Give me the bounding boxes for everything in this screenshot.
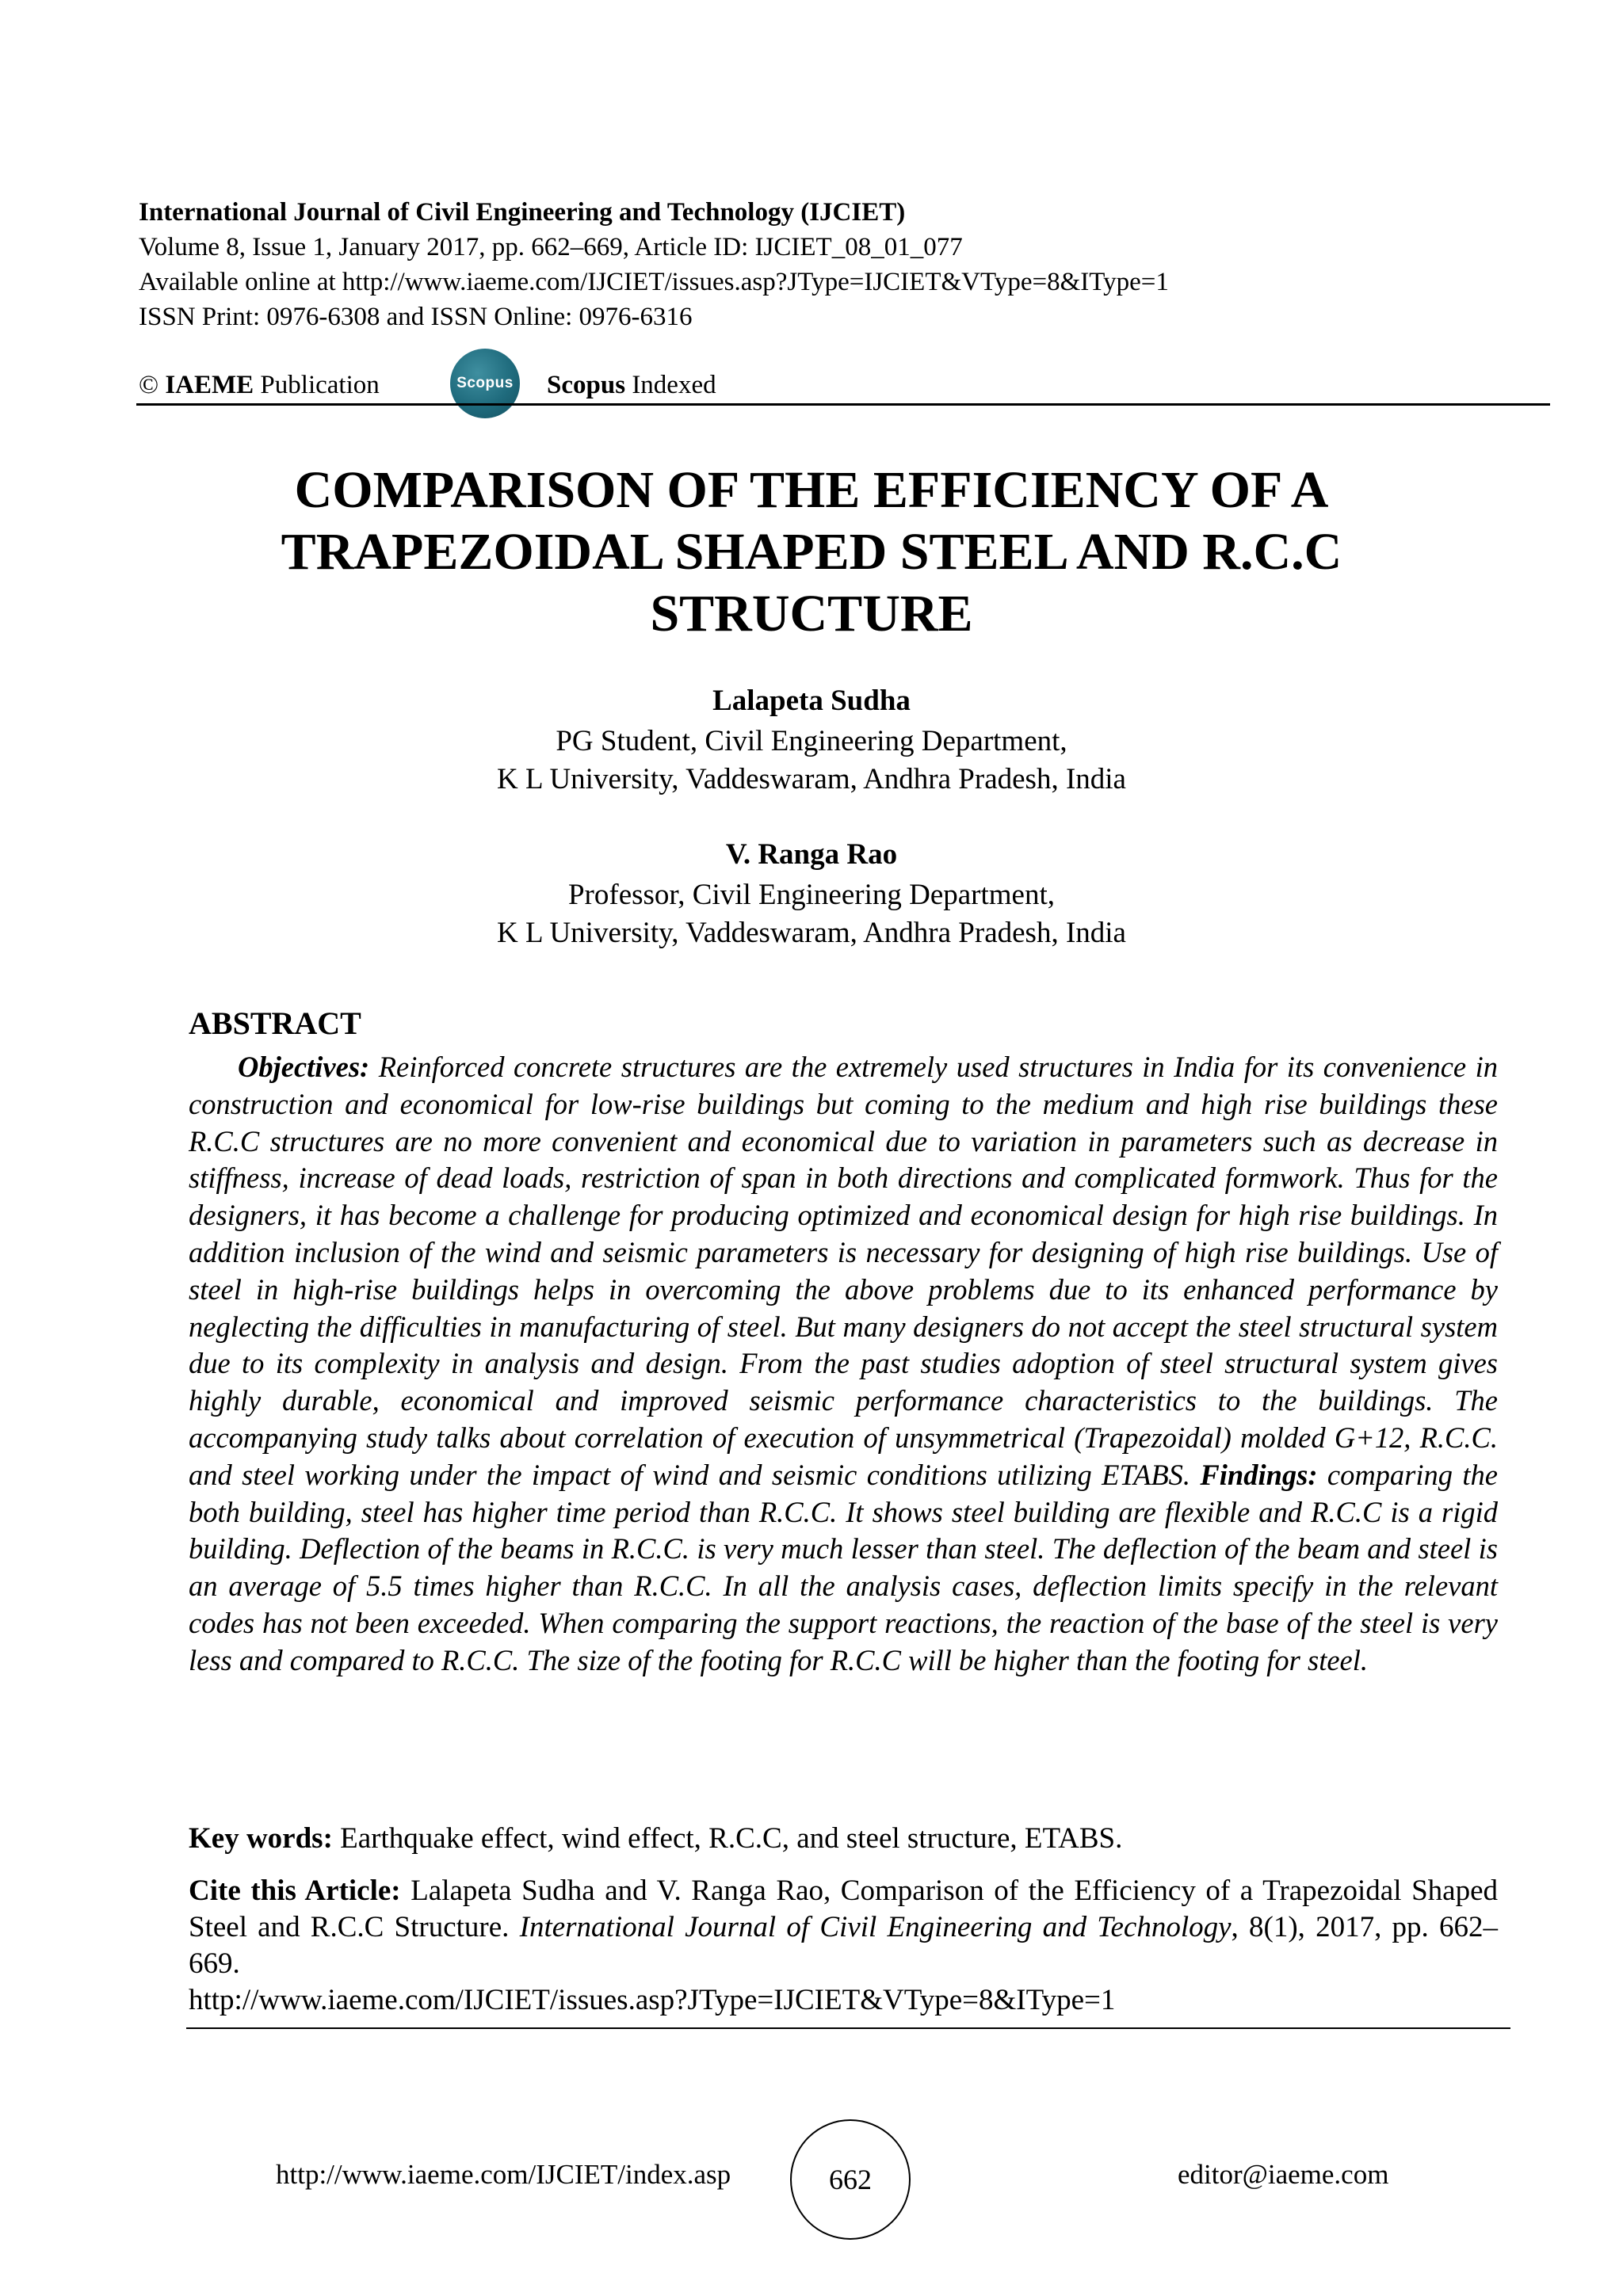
cite-url-link[interactable]: http://www.iaeme.com/IJCIET/issues.asp?JType=IJCIET&VType=8&IType=1 [189, 1984, 1116, 2016]
author-affiliation: K L University, Vaddeswaram, Andhra Pradesh, India [497, 763, 1126, 795]
publisher-label [139, 371, 380, 400]
citation-divider [186, 2027, 1510, 2029]
indexed-label [547, 371, 716, 400]
page-number: 662 [790, 2119, 911, 2240]
copyright-symbol: © [139, 371, 159, 399]
findings-label: Findings: [1200, 1458, 1318, 1491]
issn-info: ISSN Print: 0976-6308 and ISSN Online: 0976-6316 [139, 303, 693, 331]
objectives-label: Objectives: [238, 1051, 370, 1083]
citation [189, 1873, 1498, 1982]
title-line: TRAPEZOIDAL SHAPED STEEL AND R.C.C [281, 523, 1342, 581]
author-block [158, 680, 1465, 799]
paper-title [158, 460, 1465, 645]
footer-email-link[interactable]: editor@iaeme.com [1178, 2159, 1389, 2190]
indexed-word: Indexed [632, 371, 716, 399]
author-affiliation: K L University, Vaddeswaram, Andhra Pradesh, India [497, 917, 1126, 949]
title-line: COMPARISON OF THE EFFICIENCY OF A [294, 461, 1329, 519]
objectives-text: Reinforced concrete structures are the extremely used structures in India for its convenience in construction and economical for low-rise buildings but coming to the medium and high rise buildings these R.C.C structures are no more convenient and economical due to variation in parameters such as decrease in stiffness, increase of dead loads, restriction of span in both directions and complicated formwork. Thus for the designers, it has become a challenge for producing optimized and economical design for high rise buildings. In addition inclusion of the wind and seismic parameters is necessary for designing of high rise buildings. Use of steel in high-rise buildings helps in overcoming the above problems due to its enhanced performance by neglecting the difficulties in manufacturing of steel. But many designers do not accept the steel structural system due to its complexity in analysis and design. From the past studies adoption of steel structural system gives highly durable, economical and improved seismic performance characteristics to the buildings. The accompanying study talks about correlation of execution of unsymmetrical (Trapezoidal) molded G+12, R.C.C. and steel working under the impact of wind and seismic conditions utilizing ETABS. [189, 1051, 1498, 1491]
journal-name: International Journal of Civil Engineering and Technology (IJCIET) [139, 198, 906, 227]
publication-word: Publication [260, 371, 380, 399]
abstract-body [189, 1049, 1498, 1680]
author-name: Lalapeta Sudha [712, 685, 911, 717]
available-online[interactable]: Available online at http://www.iaeme.com/IJCIET/issues.asp?JType=IJCIET&VType=8&IType=1 [139, 268, 1169, 296]
abstract-heading: ABSTRACT [189, 1005, 361, 1041]
cite-text: Lalapeta Sudha and V. Ranga Rao, Comparison of the Efficiency of a Trapezoidal Shaped Steel and R.C.C Structure. [189, 1875, 1498, 1943]
author-block [158, 833, 1465, 952]
footer-url-link[interactable]: http://www.iaeme.com/IJCIET/index.asp [276, 2159, 731, 2190]
publisher-name: IAEME [165, 371, 254, 399]
publication-row [139, 366, 1550, 404]
volume-info: Volume 8, Issue 1, January 2017, pp. 662–669, Article ID: IJCIET_08_01_077 [139, 233, 963, 261]
cite-details: , 8(1), 2017, pp. 662–669. [189, 1911, 1498, 1980]
keywords-text: Earthquake effect, wind effect, R.C.C, and steel structure, ETABS. [332, 1822, 1123, 1855]
journal-header [139, 195, 1510, 334]
keywords-label: Key words: [189, 1822, 333, 1855]
cite-label: Cite this Article: [189, 1875, 401, 1907]
cite-journal: International Journal of Civil Engineering and Technology [519, 1911, 1232, 1943]
author-affiliation: Professor, Civil Engineering Department, [567, 879, 1056, 911]
author-name: V. Ranga Rao [725, 838, 898, 871]
index-name: Scopus [547, 371, 626, 399]
header-divider [136, 403, 1550, 406]
scopus-logo-icon: Scopus [450, 349, 520, 418]
findings-text: comparing the both building, steel has higher time period than R.C.C. It shows steel building are flexible and R.C.C is a rigid building. Deflection of the beams in R.C.C. is very much lesser than steel. The deflection of the beam and steel is an average of 5.5 times higher than R.C.C. In all the analysis cases, deflection limits specify in the relevant codes has not been exceeded. When comparing the support reactions, the reaction of the base of the steel is very less and compared to R.C.C. The size of the footing for R.C.C will be higher than the footing for steel. [189, 1458, 1498, 1676]
author-affiliation: PG Student, Civil Engineering Department, [556, 725, 1067, 757]
keywords [189, 1821, 1498, 1857]
title-line: STRUCTURE [650, 585, 973, 643]
